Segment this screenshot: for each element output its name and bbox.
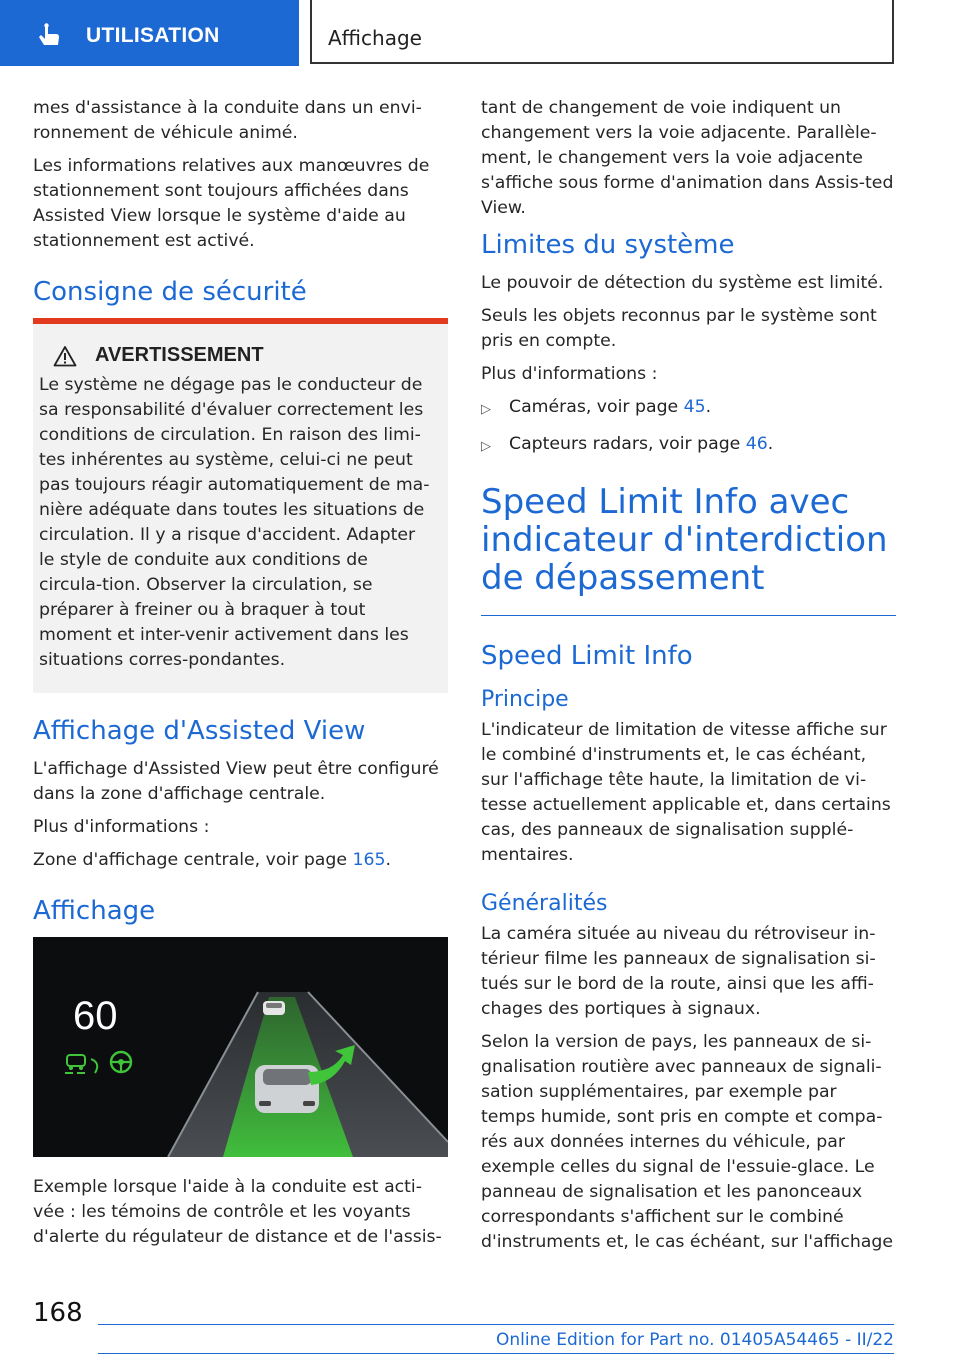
paragraph: Plus d'informations : [481,364,658,384]
section-divider [481,615,896,616]
paragraph-end: . [385,850,391,870]
paragraph: L'indicateur de limitation de vitesse affiche sur le combiné d'instruments et, le cas échéant, sur l'affichage tête haute, la limitation de vi-tesse actuellement applicable et, dans certains cas, des panneaux de signalisation supplé-mentaires. [481,720,891,865]
assisted-view-figure [33,937,448,1157]
paragraph: La caméra située au niveau du rétroviseur in-térieur filme les panneaux de signalisation si-tués sur le bord de la route, ainsi que les affi-chages des portiques à signaux. [481,924,876,1019]
left-column [33,96,448,1258]
assisted-view-illustration [33,937,448,1157]
right-column [481,96,896,1263]
page-footer [0,1290,960,1362]
page-link-46[interactable]: 46 [745,434,768,454]
page-number: 168 [33,1298,83,1328]
paragraph: mes d'assistance à la conduite dans un envi-ronnement de véhicule animé. [33,98,422,143]
heading-speed-limit-info-section: Speed Limit Info avec indicateur d'interdiction de dépassement [481,482,888,598]
warning-triangle-icon [53,345,77,367]
warning-text: Le système ne dégage pas le conducteur de sa responsabilité d'évaluer correctement les conditions de circulation. En raison des limi-tes inhérentes au système, celui-ci ne peut pas toujours réagir automatiquement de ma-nière adéquate dans toutes les situations de circulation. Il y a risque d'accident. Adapter le style de conduite aux conditions de circula-tion. Observer la circulation, se préparer à freiner ou à braquer à tout moment et inter-venir activement dans les situations corres-pondantes. [39,375,430,670]
warning-box [33,318,448,693]
speed-readout: 60 [73,994,118,1038]
paragraph: Les informations relatives aux manœuvres de stationnement sont toujours affichées dans Assisted View lorsque le système d'aide au stationnement est activé. [33,156,430,251]
page-link-165[interactable]: 165 [352,850,386,870]
heading-generalites: Généralités [481,891,608,916]
list-item-text: Capteurs radars, voir page 46. [509,434,774,454]
paragraph-text: Zone d'affichage centrale, voir page [33,850,353,870]
heading-consigne: Consigne de sécurité [33,277,307,307]
chapter-tab [310,0,894,64]
edition-label: Online Edition for Part no. 01405A54465 - II/22 [495,1330,894,1350]
list-item [481,432,896,459]
heading-limites: Limites du système [481,230,735,260]
heading-principe: Principe [481,687,569,712]
paragraph-with-link [33,848,448,873]
page-link-45[interactable]: 45 [683,397,706,417]
section-label: UTILISATION [86,24,220,47]
hand-pointer-icon [36,22,62,48]
footer-rule [98,1324,894,1325]
chapter-title: Affichage [328,26,422,50]
triangle-bullet-icon: ▷ [481,439,491,454]
warning-header [39,344,434,367]
list-item [481,395,896,422]
reference-list [481,395,896,459]
triangle-bullet-icon: ▷ [481,402,491,417]
paragraph: Le pouvoir de détection du système est limité. [481,273,884,293]
page-header [0,0,960,66]
paragraph: Seuls les objets reconnus par le système sont pris en compte. [481,306,877,351]
section-tab[interactable] [0,0,299,66]
lead-vehicle [263,1001,285,1015]
footer-rule [98,1353,894,1354]
heading-affichage: Affichage [33,896,156,926]
paragraph: Selon la version de pays, les panneaux de si-gnalisation routière avec panneaux de signali-sation supplémentaires, par exemple par temps humide, sont pris en compte et compa-rés aux données internes du véhicule, par exemple celles du signal de l'essuie-glace. Le panneau de signalisation et les panonceaux correspondants s'affichent sur le combiné d'instruments et, le cas échéant, sur l'affichage [481,1032,893,1252]
heading-speed-limit-info: Speed Limit Info [481,641,693,671]
list-item-text: Caméras, voir page 45. [509,397,712,417]
paragraph: tant de changement de voie indiquent un changement vers la voie adjacente. Parallèle-ment, le changement vers la voie adjacente s'affiche sous forme d'animation dans Assis-ted View. [481,98,894,218]
paragraph: Plus d'informations : [33,817,210,837]
warning-title: AVERTISSEMENT [95,344,264,366]
paragraph: L'affichage d'Assisted View peut être configuré dans la zone d'affichage centrale. [33,759,439,804]
figure-caption: Exemple lorsque l'aide à la conduite est acti-vée : les témoins de contrôle et les voyants d'alerte du régulateur de distance et de l'assis- [33,1177,442,1247]
heading-assisted-view: Affichage d'Assisted View [33,716,366,746]
